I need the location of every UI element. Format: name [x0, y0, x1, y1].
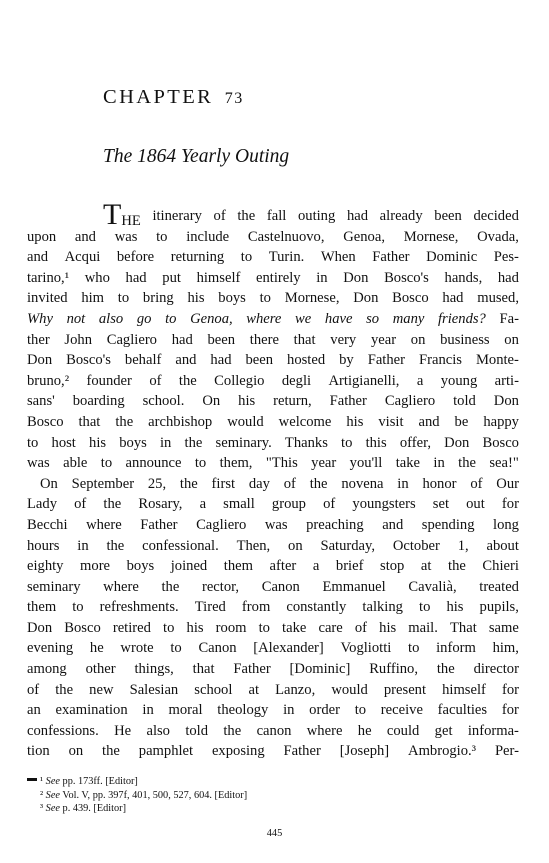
text-line: ther John Cagliero had been there that very year on business on [27, 331, 519, 348]
chapter-number: 73 [224, 90, 244, 107]
text-line: seminary where the rector, Canon Emmanuel Cavalià, treated [27, 578, 519, 595]
text-line: hours in the confessional. Then, on Saturday, October 1, about [27, 537, 519, 554]
text-line: Becchi where Father Cagliero was preaching and spending long [27, 516, 519, 533]
text-line: eighty more boys joined them after a brief stop at the Chieri [27, 558, 519, 575]
text-line: Don Bosco's behalf and had been hosted by Father Francis Monte- [27, 352, 519, 369]
text-line: and Acqui before returning to Turin. When Father Dominic Pes- [27, 249, 519, 266]
chapter-heading [103, 86, 244, 109]
text-line: Bosco that the archbishop would welcome his visit and be happy [27, 413, 519, 430]
text-line: THE itinerary of the fall outing had already been decided [103, 198, 519, 231]
text-line: upon and was to include Castelnuovo, Genoa, Mornese, Ovada, [27, 228, 519, 245]
text-line: tarino,¹ who had put himself entirely in Don Bosco's hands, had [27, 269, 519, 286]
chapter-title: The 1864 Yearly Outing [103, 146, 290, 167]
text-line: invited him to bring his boys to Mornese, Don Bosco had mused, [27, 290, 519, 307]
footnote: ² See Vol. V, pp. 397f, 401, 500, 527, 604. [Editor] [40, 789, 248, 801]
text-line: an examination in moral theology in order to receive faculties for [27, 702, 519, 719]
text-line: sans' boarding school. On his return, Father Cagliero told Don [27, 393, 519, 410]
footnote-rule-mark: ▬ [27, 773, 37, 784]
text-line: bruno,² founder of the Collegio degli Artigianelli, a young arti- [27, 372, 519, 389]
page-number: 445 [266, 828, 283, 839]
text-line: was able to announce to them, "This year you'll take in the sea!" [27, 455, 519, 472]
text-line: On September 25, the first day of the novena in honor of Our [40, 475, 519, 492]
text-line: Don Bosco retired to his room to take care of his mail. That same [27, 619, 519, 636]
text-line: confessions. He also told the canon where he could get informa- [27, 722, 519, 739]
text-line: tion on the pamphlet exposing Father [Joseph] Ambrogio.³ Per- [27, 743, 519, 760]
body-text [27, 198, 519, 762]
chapter-label: CHAPTER [103, 86, 214, 108]
text-line: of the new Salesian school at Lanzo, would present himself for [27, 681, 519, 698]
text-line: evening he wrote to Canon [Alexander] Vogliotti to inform him, [27, 640, 519, 657]
text-line: Why not also go to Genoa, where we have so many friends? Fa- [27, 310, 519, 327]
text-line: Lady of the Rosary, a small group of youngsters set out for [27, 496, 519, 513]
footnotes [27, 775, 327, 816]
text-line: them to refreshments. Tired from constantly talking to his pupils, [27, 599, 519, 616]
footnote: ¹ See pp. 173ff. [Editor] [40, 776, 138, 787]
text-line: to host his boys in the seminary. Thanks to this offer, Don Bosco [27, 434, 519, 451]
text-line: among other things, that Father [Dominic] Ruffino, the director [27, 661, 519, 678]
footnote: ³ See p. 439. [Editor] [40, 803, 127, 814]
